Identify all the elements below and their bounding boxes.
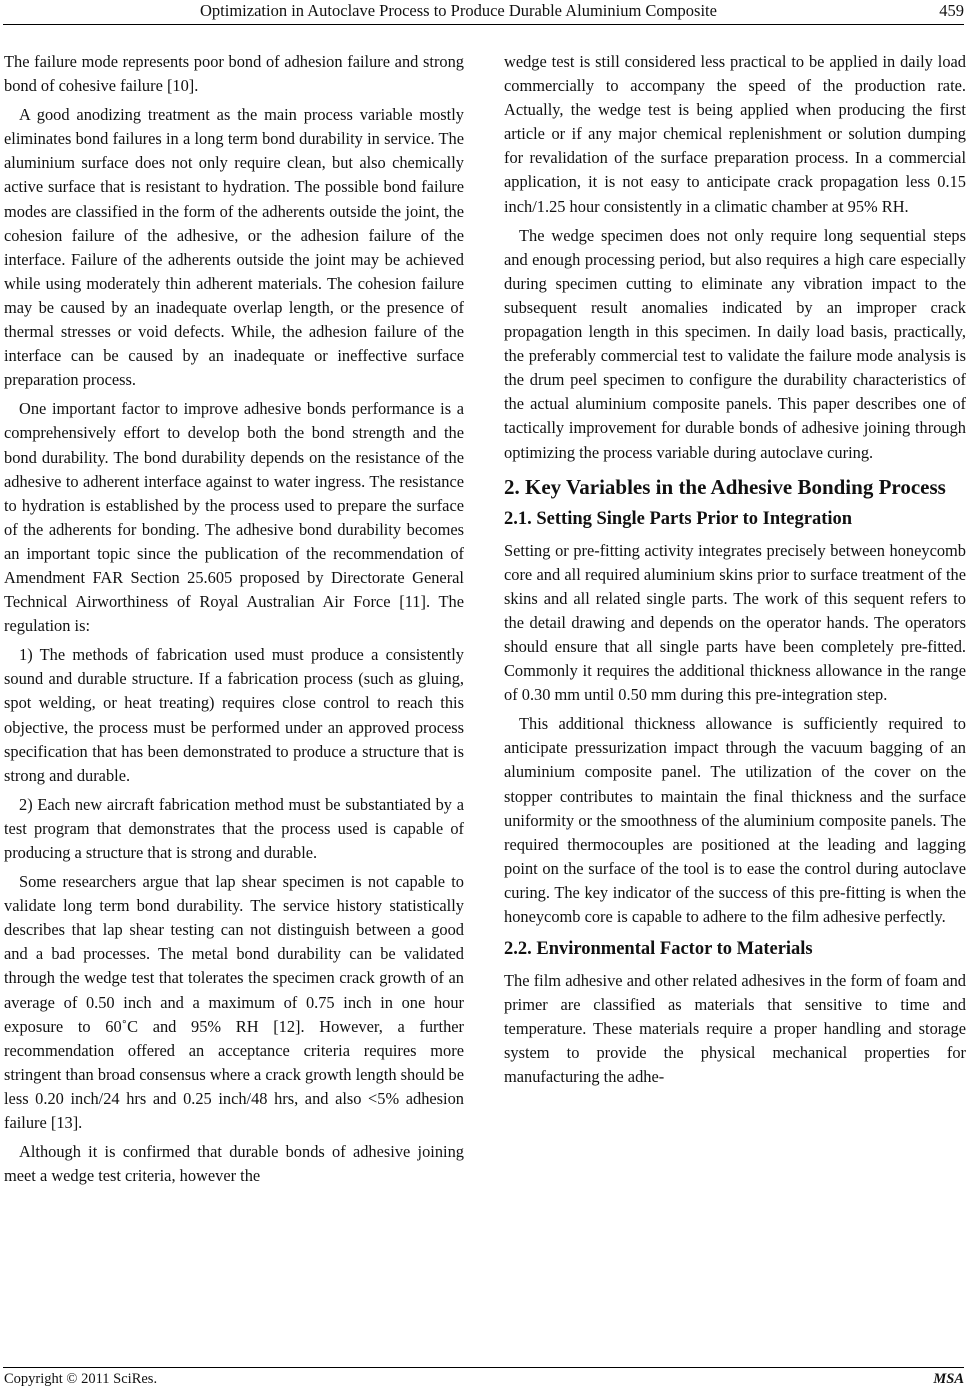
paragraph: The failure mode represents poor bond of adhesion failure and strong bond of cohesive failure [10]. [4, 52, 464, 96]
paragraph: Some researchers argue that lap shear specimen is not capable to validate long term bond durability. The service history statistically describes that lap shear testing can not distinguish between a good and a bad processes. The metal bond durability can be validated through the wedge test that tolerates the specimen crack growth of an average of 0.50 inch and a maximum of 0.75 inch in one hour exposure to 60˚C and 95% RH [12]. However, a further recommendation offered an acceptance criteria requires more stringent than broad consensus where a crack growth length should be less 0.20 inch/24 hrs and 0.25 inch/48 hrs, and also <5% adhesion failure [13]. [4, 872, 464, 1133]
page-footer [0, 1367, 968, 1386]
right-column [504, 50, 966, 1090]
paragraph: Although it is confirmed that durable bonds of adhesive joining meet a wedge test criteria, however the [4, 1142, 464, 1186]
footer-rule [3, 1367, 964, 1368]
subsection-heading: 2.2. Environmental Factor to Materials [504, 939, 813, 960]
subsection-heading: 2.1. Setting Single Parts Prior to Integration [504, 508, 853, 529]
paragraph: A good anodizing treatment as the main process variable mostly eliminates bond failures in a long term bond durability in service. The aluminium surface does not only require clean, but also chemically active surface that is resistant to hydration. The possible bond failure modes are classified in the form of the adherents outside the joint, the cohesion failure of the adhesive, or the adhesion failure of the interface. Failure of the adherents outside the joint may be achieved while using moderately thin adherent materials. The cohesion failure may be caused by an inadequate overlap length, or the presence of thermal stresses or void defects. While, the adhesion failure of the interface can be caused by an inadequate or ineffective surface preparation process. [4, 105, 464, 390]
left-column [4, 50, 464, 1188]
paragraph: wedge test is still considered less practical to be applied in daily load commercially to accompany the speed of the production rate. Actually, the wedge test is being applied when producing the first article or if any major chemical replenishment or solution dumping for revalidation of the surface preparation process. In a commercial application, it is not easy to anticipate crack propagation less 0.15 inch/1.25 hour consistently in a climatic chamber at 95% RH. [504, 52, 966, 216]
journal-abbreviation: MSA [933, 1371, 964, 1387]
copyright-notice: Copyright © 2011 SciRes. [4, 1371, 158, 1387]
paragraph: One important factor to improve adhesive bonds performance is a comprehensively effort to develop both the bond strength and the bond durability. The bond durability depends on the resistance of the adhesive to adherent interface against to water ingress. The resistance to hydration is established by the process used to prepare the surface of the adherents for bonding. The adhesive bond durability becomes an important topic since the publication of the recommendation of Amendment FAR Section 25.605 proposed by Directorate General Technical Airworthiness of Royal Australian Air Force [11]. The regulation is: [4, 399, 464, 636]
paragraph: This additional thickness allowance is sufficiently required to anticipate pressurization impact through the vacuum bagging of an aluminium composite panel. The utilization of the cover on the stopper contributes to maintain the final thickness and the surface uniformity or the smoothness of the aluminium composite panels. The required thermocouples are positioned at the leading and lagging point on the surface of the tool is to ease the control during autoclave curing. The key indicator of the success of this pre-fitting is when the honeycomb core is capable to adhere to the film adhesive perfectly. [504, 714, 966, 926]
running-title: Optimization in Autoclave Process to Produce Durable Aluminium Composite [200, 1, 717, 20]
page-number: 459 [939, 1, 964, 20]
paragraph: The wedge specimen does not only require long sequential steps and enough processing period, but also requires a high care especially during specimen cutting to eliminate any vibration impact to the subsequent result anomalies indicated by an improper crack propagation length in this specimen. In daily load basis, practically, the preferably commercial test to validate the failure mode analysis is the drum peel specimen to configure the durability characteristics of the actual aluminium composite panels. This paper describes one of tactically improvement for durable bonds of adhesive joining through optimizing the process variable during autoclave curing. [504, 225, 966, 462]
paragraph: Setting or pre-fitting activity integrates precisely between honeycomb core and all required aluminium skins prior to surface treatment of the skins and all related single parts. The work of this sequent refers to the detail drawing and depends on the operator hands. The operators should ensure that all single parts have been completely pre-fitted. Commonly it requires the additional thickness allowance in the range of 0.30 mm until 0.50 mm during this pre-integration step. [504, 540, 966, 705]
paragraph: 2) Each new aircraft fabrication method must be substantiated by a test program that demonstrates that the process used is capable of producing a structure that is strong and durable. [4, 794, 464, 862]
paragraph: 1) The methods of fabrication used must produce a consistently sound and durable structure. If a fabrication process (such as gluing, spot welding, or heat treating) requires close control to reach this objective, the process must be performed under an approved process specification that has been demonstrated to produce a structure that is strong and durable. [4, 645, 464, 785]
section-heading: 2. Key Variables in the Adhesive Bonding Process [504, 474, 946, 499]
page-header [0, 0, 968, 24]
paragraph: The film adhesive and other related adhesives in the form of foam and primer are classified as materials that sensitive to time and temperature. These materials require a proper handling and storage system to provide the physical mechanical properties for manufacturing the adhe- [504, 971, 966, 1087]
header-rule [3, 24, 964, 25]
